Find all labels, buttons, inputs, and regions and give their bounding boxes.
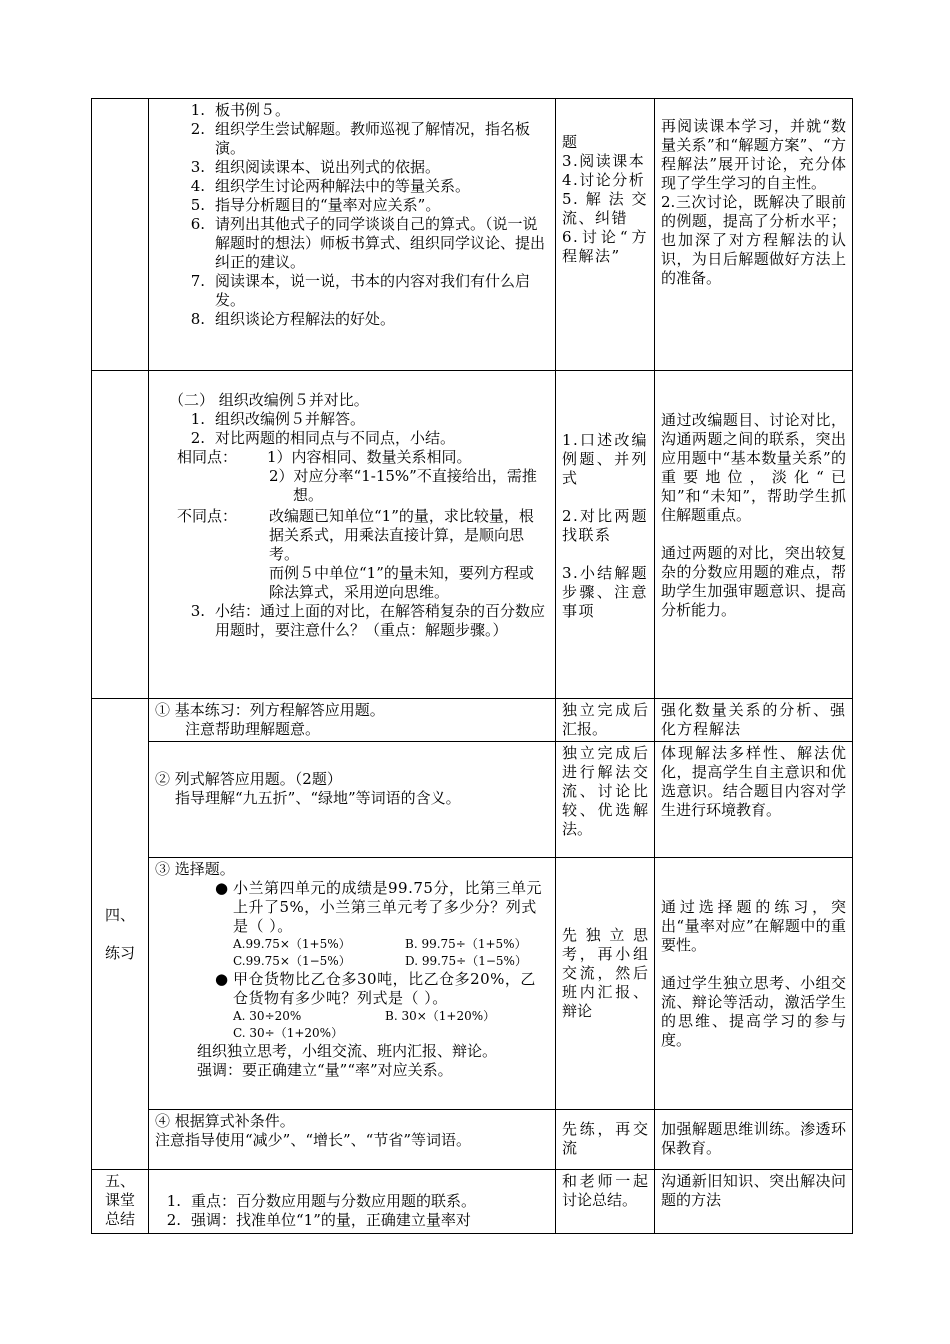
row5-question1: ● 小兰第四单元的成绩是99.75分，比第三单元上升了5%，小兰第三单元考了多少分？列式是（ ）。 [215,879,542,935]
row2-item2: 2. 对比两题的相同点与不同点，小结。 [190,429,456,447]
section-summary-cell [92,1170,149,1234]
row2-heading: （二） 组织改编例５并对比。 [169,391,369,409]
row5-question2: ● 甲仓货物比乙仓多30吨，比乙仓多20%，乙仓货物有多少吨？列式是（ ）。 [215,970,536,1007]
row2-same-line2: 2）对应分率“1-15%”不直接给出，需推想。 [269,467,537,504]
row-complete-conditions [92,1110,853,1170]
row2-student-activity [556,371,655,699]
row1-design-text: 再阅读课本学习，并就“数量关系”和“解题方案”、“方程解法”展开讨论，充分体现了学生学习的自主性。 2.三次讨论，既解决了眼前的例题，提高了分析水平；也加深了对方程解法的认识，为日后解题做好方法上的准备。 [661,117,846,287]
row1-student-text: 题 3.阅读课本 4.讨论分析 5.解法交流、纠错 6.讨论“方程解法” [562,133,648,265]
row6-teacher-activity [149,1110,556,1170]
row3-line1: ① 基本练习：列方程解答应用题。 [155,701,385,719]
row1-step-3: 3. 组织阅读课本、说出列式的依据。 [190,158,441,176]
row5-heading: ③ 选择题。 [155,860,235,878]
row2-diff-line2: 而例５中单位“1”的量未知，要列方程或除法算式，采用逆向思维。 [269,564,534,601]
row2-student-a: 1.口述改编例题、并列式 [562,431,648,487]
row3-teacher-activity [149,699,556,742]
row5-q2-option-c: C. 30÷（1+20%） [233,1026,344,1040]
row6-student-activity: 先练，再交流 [556,1110,655,1170]
row1-design-intent [655,99,853,371]
row1-step-5: 5. 指导分析题目的“量率对应关系”。 [190,196,441,214]
row-multiple-choice [92,858,853,1110]
row5-student-activity: 先独立思考，再小组交流，然后班内汇报、辩论 [556,858,655,1110]
row6-design-intent: 加强解题思维训练。渗透环保教育。 [655,1110,853,1170]
row5-q1-options-ab: A.99.75×（1+5%） B. 99.75÷（1+5%） [233,937,527,951]
row2-design-intent [655,371,853,699]
row5-teacher-activity [149,858,556,1110]
lesson-plan-table [91,98,853,1234]
row4-design-intent: 体现解法多样性、解法优化，提高学生自主意识和优选意识。结合题目内容对学生进行环境教育。 [655,742,853,858]
row1-step-2: 2. 组织学生尝试解题。教师巡视了解情况，指名板演。 [190,120,531,157]
row5-design-b: 通过学生独立思考、小组交流、辩论等活动，激活学生的思维、提高学习的参与度。 [661,974,846,1049]
row5-note2: 强调：要正确建立“量”“率”对应关系。 [197,1061,453,1079]
row2-same-line1: 相同点： 1）内容相同、数量关系相同。 [177,448,472,466]
row6-line2: 注意指导使用“减少”、“增长”、“节省”等词语。 [155,1131,472,1149]
row1-section-cell [92,99,149,371]
row2-design-a: 通过改编题目、讨论对比，沟通两题之间的联系，突出应用题中“基本数量关系”的重要地位，淡化“已知”和“未知”，帮助学生抓住解题重点。 [661,411,846,524]
row3-design-intent: 强化数量关系的分析、强化方程解法 [655,699,853,742]
row1-step-6: 6. 请列出其他式子的同学谈谈自己的算式。（说一说解题时的想法）师板书算式、组织同学议论、提出纠正的建议。 [190,215,546,271]
section-practice-label: 练习 [104,943,135,962]
row3-student-activity: 独立完成后汇报。 [556,699,655,742]
row4-teacher-activity [149,742,556,858]
row-class-summary [92,1170,853,1234]
section-summary-label: 五、课堂总结 [104,1172,135,1228]
row5-q2-options-ab: A. 30÷20% B. 30×（1+20%） [233,1009,496,1023]
row2-teacher-activity [149,371,556,699]
row5-q1-options-cd: C.99.75×（1−5%） D. 99.75÷（1−5%） [233,954,527,968]
row-example5 [92,99,853,371]
row7-item2: 2. 强调：找准单位“1”的量，正确建立量率对 [166,1211,471,1229]
row2-diff-line1: 不同点： 改编题已知单位“1”的量，求比较量，根据关系式，用乘法直接计算，是顺向思考。 [177,507,534,563]
row7-design-intent: 沟通新旧知识、突出解决问题的方法 [655,1170,853,1234]
row2-design-b: 通过两题的对比，突出较复杂的分数应用题的难点，帮助学生加强审题意识、提高分析能力。 [661,544,846,619]
row6-line1: ④ 根据算式补条件。 [155,1112,295,1130]
row2-student-b: 2.对比两题找联系 [562,507,648,544]
row1-step-8: 8. 组织谈论方程解法的好处。 [190,310,396,328]
row-adapt-example [92,371,853,699]
row5-design-a: 通过选择题的练习，突出“量率对应”在解题中的重要性。 [661,898,846,954]
row2-student-c: 3.小结解题步骤、注意事项 [562,564,648,620]
row3-line2: 注意帮助理解题意。 [185,720,321,738]
row7-teacher-activity [149,1170,556,1234]
row4-line2: 指导理解“九五折”、“绿地”等词语的含义。 [175,789,461,807]
row1-step-1: 1. 板书例５。 [190,101,291,119]
row-basic-practice [92,699,853,742]
row1-teacher-activity [149,99,556,371]
row1-step-7: 7. 阅读课本，说一说，书本的内容对我们有什么启发。 [190,272,531,309]
row7-item1: 1. 重点：百分数应用题与分数应用题的联系。 [166,1192,477,1210]
row2-item3: 3. 小结：通过上面的对比，在解答稍复杂的百分数应用题时，要注意什么？（重点：解题步骤。） [190,602,546,639]
row1-student-activity [556,99,655,371]
row5-design-intent [655,858,853,1110]
row4-student-activity: 独立完成后进行解法交流、讨论比较、优选解法。 [556,742,655,858]
section-practice-num: 四、 [104,905,135,924]
row5-note1: 组织独立思考，小组交流、班内汇报、辩论。 [197,1042,498,1060]
row2-section-cell [92,371,149,699]
section-practice-cell [92,699,149,1170]
row-formula-practice [92,742,853,858]
row7-student-activity: 和老师一起讨论总结。 [556,1170,655,1234]
row1-step-4: 4. 组织学生讨论两种解法中的等量关系。 [190,177,471,195]
row2-item1: 1. 组织改编例５并解答。 [190,410,366,428]
row4-line1: ② 列式解答应用题。（2题） [155,770,342,788]
